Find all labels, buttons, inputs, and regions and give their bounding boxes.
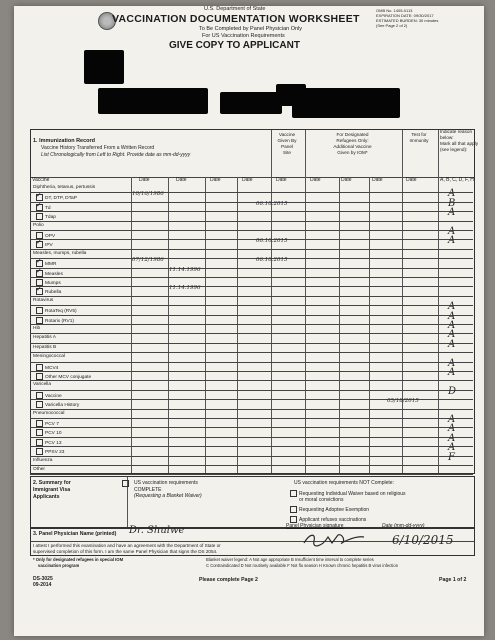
adoptee-checkbox[interactable] bbox=[290, 506, 297, 513]
col-ref-3: Additional Vaccine bbox=[333, 144, 372, 149]
vaccine-label: PCV 7 bbox=[45, 421, 59, 427]
section1-title: 1. Immunization Record bbox=[33, 138, 96, 144]
vaccine-label-cell bbox=[36, 288, 61, 295]
vaccine-label-cell bbox=[36, 364, 58, 371]
attest-line-2: supervised completion of this form. I am the same Panel Physician that signs the DS 2054. bbox=[33, 548, 218, 554]
vaccine-label: MCV4 bbox=[45, 365, 59, 371]
vaccine-label-cell bbox=[36, 429, 62, 436]
vaccine-label-cell bbox=[36, 401, 79, 408]
vaccine-checkbox[interactable] bbox=[36, 429, 43, 436]
vaccine-label: Influenza bbox=[33, 457, 53, 463]
vaccine-label-cell bbox=[33, 185, 95, 190]
col-vaccine-label: Vaccine bbox=[32, 177, 50, 183]
form-number-code: DS-3025 bbox=[33, 576, 53, 582]
vaccine-label-cell bbox=[33, 467, 45, 472]
vaccine-label: OPV bbox=[45, 233, 56, 239]
vaccine-label: PCV 13 bbox=[45, 440, 62, 446]
vaccine-label-cell bbox=[36, 317, 74, 324]
col-refugee-header bbox=[304, 132, 401, 156]
vaccine-date[interactable]: 06.10.2015 bbox=[256, 238, 288, 245]
col-letters: A, B, C, D, F, H bbox=[440, 177, 474, 183]
col-reason-header bbox=[440, 129, 480, 153]
blanket-waiver-legend bbox=[206, 557, 398, 568]
redaction-block bbox=[84, 50, 124, 84]
vaccine-label-cell bbox=[36, 448, 64, 455]
footer-note-1: * Only for designated refugees in special IOM bbox=[33, 557, 124, 562]
reason-code[interactable]: A bbox=[448, 338, 456, 350]
redaction-block bbox=[220, 92, 282, 114]
col-reason-2: below: bbox=[440, 135, 454, 140]
physician-name-label: 3. Panel Physician Name (printed) bbox=[33, 531, 117, 537]
vaccine-label: Meningococcal bbox=[33, 354, 65, 360]
vaccine-checkbox[interactable] bbox=[36, 392, 43, 399]
vaccine-label-cell bbox=[36, 204, 51, 211]
reason-code[interactable]: A bbox=[448, 226, 456, 237]
vaccine-label: Hepatitis B bbox=[33, 344, 57, 350]
omb-expiration: EXPIRATION DATE: 09/30/2017 bbox=[376, 13, 434, 18]
vaccine-row bbox=[30, 465, 473, 475]
vaccine-label-cell bbox=[36, 213, 56, 220]
vaccine-checkbox[interactable] bbox=[36, 241, 43, 248]
vaccine-checkbox[interactable] bbox=[36, 288, 43, 295]
date-label: Date (mm-dd-yyyy) bbox=[382, 523, 425, 529]
waiver-checkbox[interactable] bbox=[290, 490, 297, 497]
col-test-1: Test for bbox=[411, 132, 427, 137]
col-date-1: Date bbox=[139, 177, 150, 183]
vaccine-label-cell bbox=[36, 439, 62, 446]
vaccine-date[interactable]: 11.14.1996 bbox=[169, 266, 201, 273]
col-ref-4: Given by IOM* bbox=[337, 150, 368, 155]
attest-line-1: I attest I performed this examination and have an agreement with the Department of State or bbox=[33, 543, 221, 548]
col-panel-1: Vaccine bbox=[278, 132, 296, 137]
reason-code[interactable]: A bbox=[448, 235, 456, 247]
reason-code[interactable]: B bbox=[448, 197, 456, 209]
attestation-text bbox=[33, 543, 221, 554]
legend-line-1: Blanket waiver legend: A Not age appropriate B Insufficient time interval to complete series bbox=[206, 557, 374, 562]
col-reason-3: Mark all that apply bbox=[440, 141, 479, 146]
vaccine-label: PCV 10 bbox=[45, 431, 62, 437]
vaccine-label-cell bbox=[36, 270, 63, 277]
col-panel-3: Panel bbox=[281, 144, 293, 149]
col-date-3: Date bbox=[210, 177, 221, 183]
vaccine-label-cell bbox=[33, 382, 51, 387]
give-copy-banner: GIVE COPY TO APPLICANT bbox=[169, 40, 300, 51]
reason-code[interactable]: A bbox=[448, 310, 456, 322]
vaccine-checkbox[interactable] bbox=[36, 373, 43, 380]
redaction-block bbox=[98, 88, 208, 114]
section2-title-1: 2. Summary for bbox=[33, 480, 71, 486]
col-date-6: Date bbox=[310, 177, 321, 183]
col-date-5: Date bbox=[276, 177, 287, 183]
vaccine-label-cell bbox=[33, 354, 65, 359]
reason-code[interactable]: F bbox=[448, 451, 455, 463]
department-name: U.S. Department of State bbox=[204, 6, 266, 12]
section2-title-2: Immigrant Visa bbox=[33, 487, 71, 493]
vaccine-label: Other bbox=[33, 467, 45, 472]
vaccine-checkbox[interactable] bbox=[36, 420, 43, 427]
vaccine-checkbox[interactable] bbox=[36, 401, 43, 408]
col-test-2: Immunity bbox=[409, 138, 429, 143]
vaccine-label-cell bbox=[33, 411, 64, 416]
reason-code[interactable]: A bbox=[448, 188, 456, 200]
vaccine-label: Rotavirus bbox=[33, 297, 54, 303]
col-reason-1: Indicate reason bbox=[440, 129, 473, 134]
complete-line-2: COMPLETE bbox=[134, 486, 162, 493]
col-panel-header bbox=[270, 132, 304, 156]
vaccine-label-cell bbox=[33, 345, 56, 350]
refuses-label: Applicant refuses vaccinations bbox=[299, 516, 367, 523]
complete-checkbox[interactable] bbox=[122, 480, 129, 487]
vaccine-label: Measles bbox=[45, 271, 63, 277]
vaccine-label: Mumps bbox=[45, 280, 61, 286]
vaccine-checkbox[interactable] bbox=[36, 364, 43, 371]
signature-label: Panel Physician signature bbox=[286, 523, 344, 529]
form-subtitle-1: To Be Completed by Panel Physician Only bbox=[199, 26, 303, 32]
vaccine-date[interactable]: 07/12/1986 bbox=[132, 257, 164, 264]
vaccine-label: RotaTeq (RV5) bbox=[45, 308, 77, 314]
footer-note-2: vaccination program bbox=[38, 562, 80, 568]
vaccine-label: PPSV 23 bbox=[45, 449, 65, 455]
vaccine-checkbox[interactable] bbox=[36, 204, 43, 211]
vaccine-label-cell bbox=[33, 298, 53, 303]
waiver-line-1: Requesting Individual Waiver based on religious bbox=[299, 490, 406, 497]
omb-info bbox=[376, 8, 438, 28]
vaccine-checkbox[interactable] bbox=[36, 448, 43, 455]
refuses-option[interactable] bbox=[290, 516, 366, 523]
vaccine-date[interactable]: 11.14.1996 bbox=[169, 285, 201, 292]
col-panel-2: Given By bbox=[277, 138, 297, 143]
adoptee-option[interactable] bbox=[290, 506, 369, 513]
col-ref-2: Refugees Only: bbox=[336, 138, 369, 143]
form-number bbox=[33, 576, 53, 588]
vaccine-label-cell bbox=[36, 420, 59, 427]
worksheet-page bbox=[14, 6, 484, 636]
col-date-8: Date bbox=[372, 177, 383, 183]
vaccine-label: Diphtheria, tetanus, pertussis bbox=[33, 185, 96, 190]
vaccine-label: Tdap bbox=[45, 214, 56, 220]
vaccine-checkbox[interactable] bbox=[36, 439, 43, 446]
col-reason-4: (see legend): bbox=[440, 147, 468, 152]
omb-number: OMB No. 1405-0113 bbox=[376, 8, 413, 13]
reason-code[interactable]: A bbox=[448, 442, 456, 454]
col-ref-1: For Designated bbox=[336, 132, 369, 137]
vaccine-label: Hib bbox=[33, 326, 41, 331]
vaccine-label: DT, DTP, DTaP bbox=[45, 196, 77, 202]
vaccine-label: Pneumococcal bbox=[33, 410, 65, 416]
vaccine-label: Polio bbox=[33, 222, 44, 228]
vaccine-label: Other MCV conjugate bbox=[45, 374, 92, 380]
waiver-option[interactable] bbox=[290, 490, 406, 503]
vaccine-date[interactable]: 05/18/2015 bbox=[387, 398, 419, 405]
vaccine-date[interactable]: 10/16/1986 bbox=[132, 191, 164, 198]
col-date-2: Date bbox=[176, 177, 187, 183]
reason-code[interactable]: D bbox=[448, 385, 457, 397]
section2-title bbox=[33, 480, 71, 501]
vaccine-label-cell bbox=[33, 335, 56, 340]
reason-code[interactable]: A bbox=[448, 207, 456, 219]
vaccine-label-cell bbox=[33, 251, 86, 256]
vaccine-label: Varicella bbox=[33, 382, 52, 388]
vaccine-checkbox[interactable] bbox=[36, 307, 43, 314]
col-date-9: Date bbox=[406, 177, 417, 183]
physician-name-value[interactable]: Dr. Shulwe bbox=[129, 525, 185, 536]
reason-code[interactable]: A bbox=[448, 423, 456, 435]
vaccine-label: Varicella History bbox=[45, 402, 80, 408]
not-complete-label: US vaccination requirements NOT Complete: bbox=[294, 480, 394, 486]
legend-line-2: C Contraindicated D Not routinely available F Not flu season H Known chronic hepatitis B virus infection bbox=[206, 562, 399, 568]
vaccine-label-cell bbox=[33, 458, 52, 463]
adoptee-label: Requesting Adoptee Exemption bbox=[299, 506, 370, 513]
vaccine-label-cell bbox=[36, 194, 77, 201]
omb-see-page: (See Page 2 of 2) bbox=[376, 23, 408, 28]
complete-line-3: (Requesting a Blanket Waiver) bbox=[134, 493, 202, 499]
section1-line1: Vaccine History Transferred From a Written Record bbox=[41, 145, 155, 151]
vaccine-checkbox[interactable] bbox=[36, 213, 43, 220]
form-title: VACCINATION DOCUMENTATION WORKSHEET bbox=[112, 13, 360, 25]
vaccine-label: MMR bbox=[45, 261, 57, 267]
vaccine-label: Vaccine bbox=[45, 393, 62, 399]
vaccine-label: Td bbox=[45, 205, 51, 211]
reason-code[interactable]: A bbox=[448, 367, 456, 378]
reason-code[interactable]: A bbox=[448, 432, 456, 444]
please-complete-page-2: Please complete Page 2 bbox=[199, 577, 258, 583]
vaccine-date[interactable]: 06.10.2015 bbox=[256, 200, 288, 207]
vaccine-label-cell bbox=[33, 223, 44, 228]
vaccine-checkbox[interactable] bbox=[36, 270, 43, 277]
redaction-block bbox=[292, 88, 400, 118]
col-panel-4: Site bbox=[282, 150, 292, 155]
summary-section bbox=[30, 476, 475, 528]
col-date-4: Date bbox=[242, 177, 253, 183]
col-test-header bbox=[401, 132, 437, 144]
complete-line-1: US vaccination requirements bbox=[134, 480, 198, 486]
omb-burden: ESTIMATED BURDEN: 30 minutes bbox=[376, 18, 439, 23]
col-date-7: Date bbox=[341, 177, 352, 183]
signature-date-value[interactable]: 6/10/2015 bbox=[392, 533, 454, 547]
vaccine-label-cell bbox=[36, 241, 53, 248]
vaccine-date[interactable]: 06.10.2015 bbox=[256, 257, 288, 264]
section1-line2: List Chronologically from Left to Right. Provide date as mm-dd-yyyy bbox=[41, 152, 191, 158]
form-subtitle-2: For US Vaccination Requirements bbox=[202, 33, 285, 39]
vaccine-label-cell bbox=[36, 373, 91, 380]
vaccine-label-cell bbox=[36, 307, 77, 314]
vaccine-checkbox[interactable] bbox=[36, 317, 43, 324]
vaccine-label: Rubella bbox=[45, 290, 62, 296]
section2-title-3: Applicants bbox=[33, 494, 60, 500]
reason-code[interactable]: A bbox=[448, 329, 456, 341]
footer-note bbox=[33, 557, 123, 568]
vaccine-label: IPV bbox=[45, 243, 53, 249]
complete-option[interactable] bbox=[134, 480, 202, 500]
section1-header bbox=[33, 138, 190, 159]
vaccine-label-cell bbox=[33, 326, 40, 331]
reason-code[interactable]: A bbox=[448, 301, 456, 313]
refuses-checkbox[interactable] bbox=[290, 516, 297, 523]
physician-signature-icon bbox=[302, 531, 366, 553]
waiver-line-2: or moral convictions bbox=[299, 497, 344, 503]
vaccine-label-cell bbox=[36, 392, 62, 399]
page-number: Page 1 of 2 bbox=[439, 577, 467, 583]
reason-code[interactable]: A bbox=[448, 320, 456, 331]
vaccine-label: Rotarix (RV1) bbox=[45, 318, 74, 324]
reason-code[interactable]: A bbox=[448, 357, 456, 369]
vaccine-label: Measles, mumps, rubella bbox=[33, 250, 87, 256]
form-number-date: 09-2014 bbox=[33, 582, 52, 588]
vaccine-label: Hepatitis A bbox=[33, 335, 56, 341]
reason-code[interactable]: A bbox=[448, 414, 456, 425]
